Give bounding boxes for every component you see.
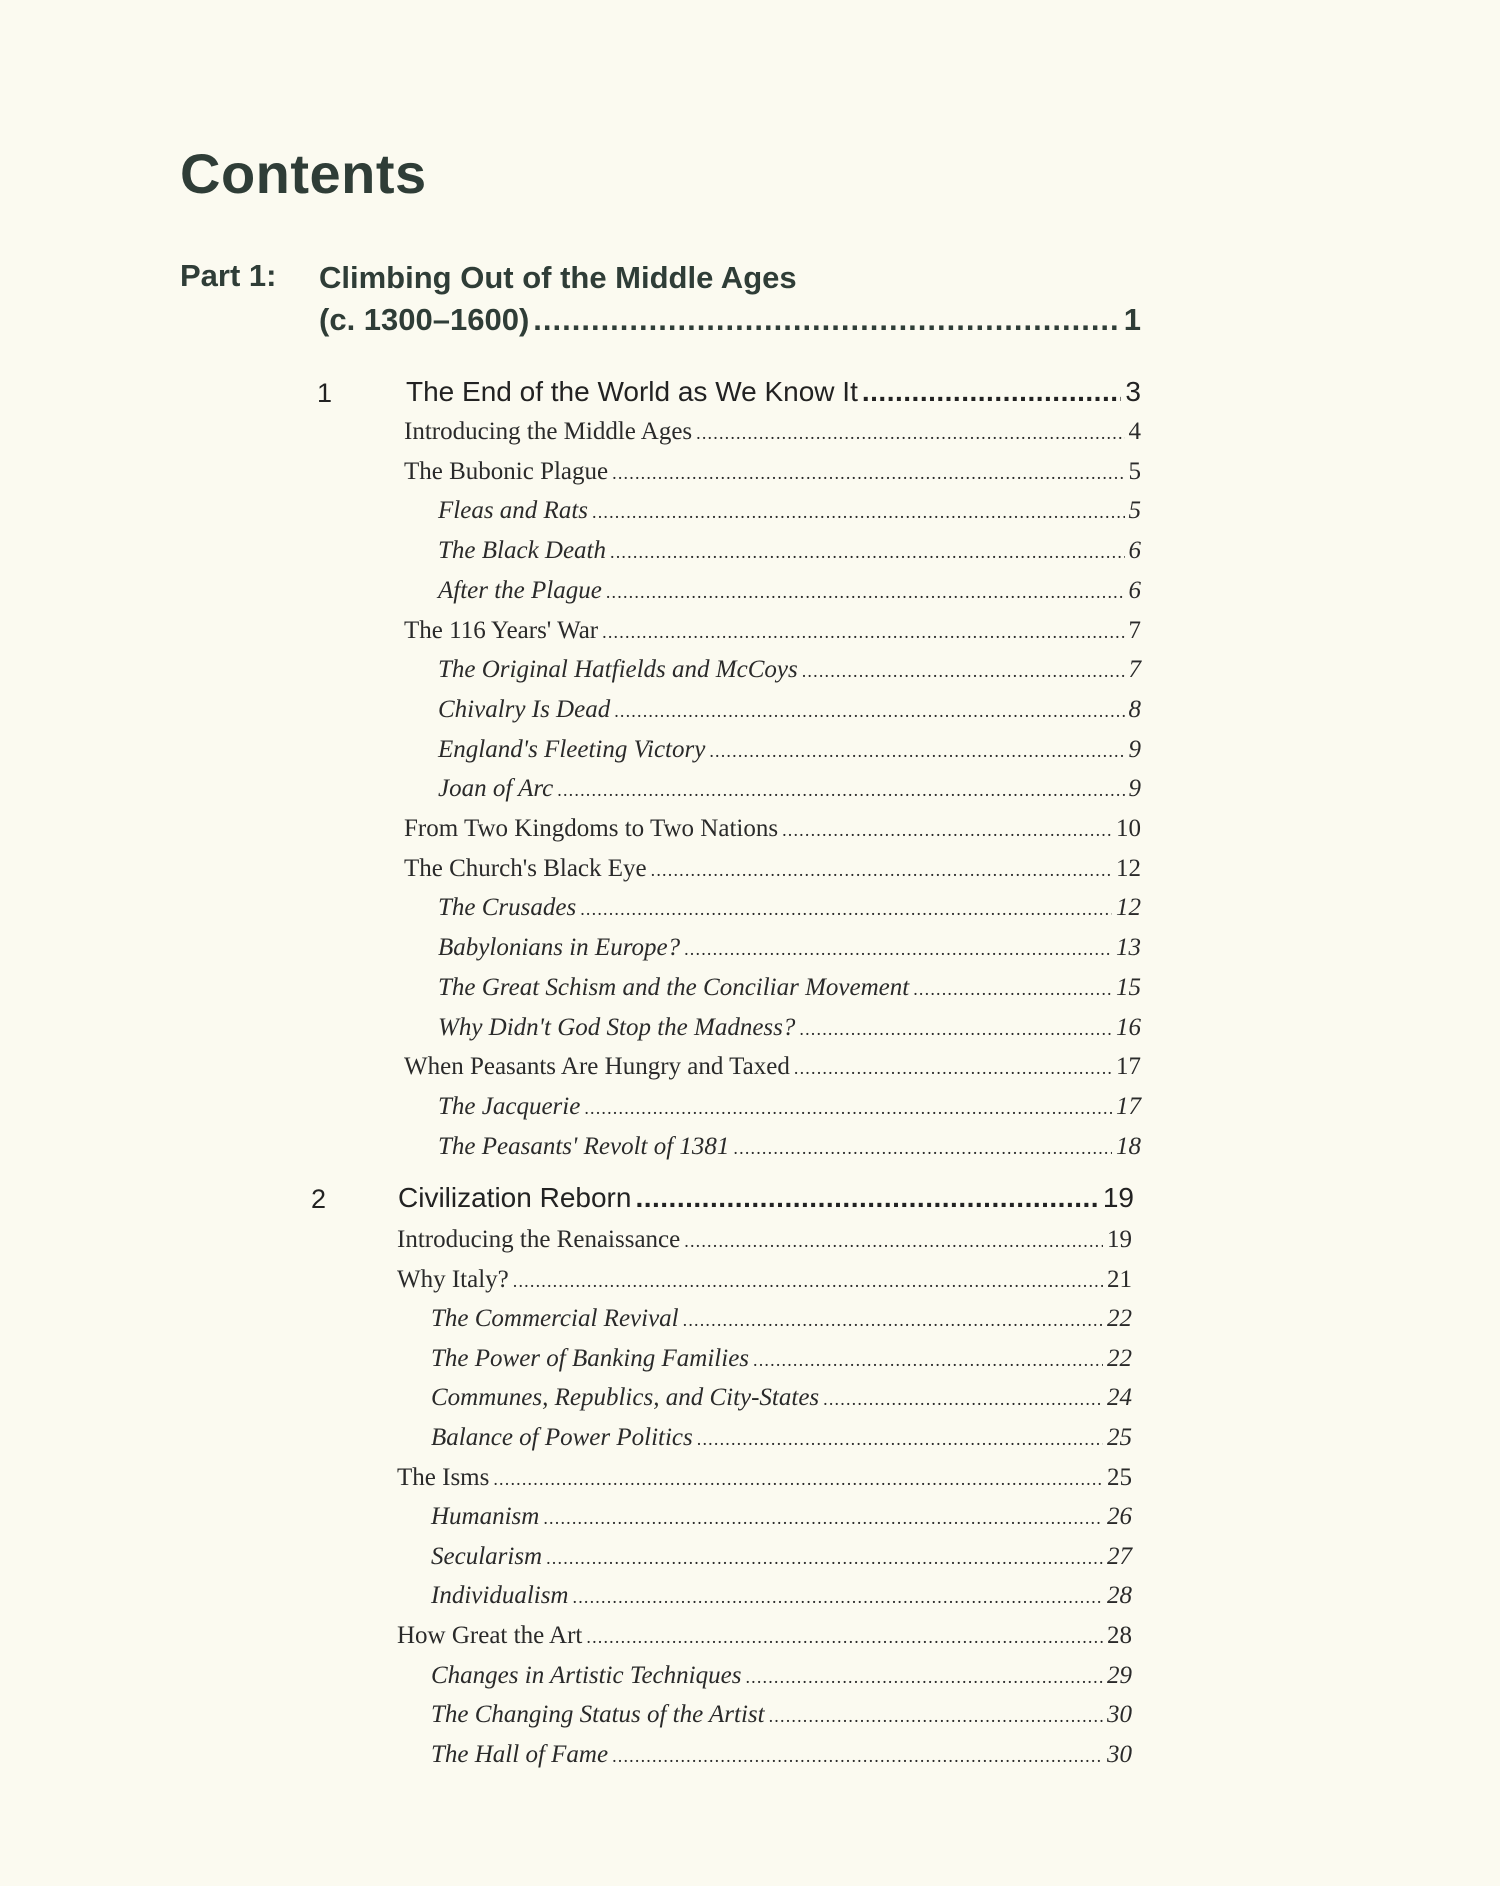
page-number: 7 <box>1128 617 1141 644</box>
page-number: 25 <box>1107 1464 1132 1491</box>
toc-subsection-entry[interactable] <box>431 1343 1132 1376</box>
dot-leader <box>799 1013 1112 1045</box>
entry-title: After the Plague <box>438 577 602 604</box>
dot-leader <box>584 1092 1112 1124</box>
dot-leader <box>862 374 1122 410</box>
part-label: Part 1: <box>180 258 277 293</box>
page-number: 19 <box>1102 1182 1134 1213</box>
entry-title: From Two Kingdoms to Two Nations <box>404 815 779 842</box>
dot-leader <box>586 1621 1103 1653</box>
entry-title: The Crusades <box>438 894 577 921</box>
page-number: 22 <box>1107 1305 1132 1332</box>
page-number: 12 <box>1116 855 1141 882</box>
entry-title: Secularism <box>431 1543 543 1570</box>
part-title-continued[interactable] <box>319 300 1141 340</box>
dot-leader <box>614 695 1124 727</box>
toc-subsection-entry[interactable] <box>431 1739 1132 1772</box>
page-number: 29 <box>1107 1662 1132 1689</box>
entry-title: How Great the Art <box>397 1622 583 1649</box>
entry-title: Why Didn't God Stop the Madness? <box>438 1014 796 1041</box>
toc-section-entry[interactable] <box>397 1462 1132 1495</box>
dot-leader <box>697 1423 1103 1455</box>
dot-leader <box>683 1304 1103 1336</box>
entry-title: England's Fleeting Victory <box>438 736 706 763</box>
entry-title: Introducing the Renaissance <box>397 1226 681 1253</box>
dot-leader <box>533 300 1119 340</box>
dot-leader <box>745 1661 1103 1693</box>
page-number: 17 <box>1116 1093 1141 1120</box>
page-number: 16 <box>1116 1014 1141 1041</box>
page-title: Contents <box>180 142 427 205</box>
dot-leader <box>753 1344 1103 1376</box>
toc-section-entry[interactable] <box>404 853 1141 886</box>
page-number: 6 <box>1128 537 1141 564</box>
toc-subsection-entry[interactable] <box>438 932 1141 965</box>
toc-subsection-entry[interactable] <box>438 1131 1141 1164</box>
dot-leader <box>733 1132 1112 1164</box>
entry-title: The Original Hatfields and McCoys <box>438 656 798 683</box>
page-number: 7 <box>1128 656 1141 683</box>
part-title-line2: (c. 1300–1600) <box>319 302 530 337</box>
entry-title: Why Italy? <box>397 1266 509 1293</box>
entry-title: The Commercial Revival <box>431 1305 679 1332</box>
dot-leader <box>635 1180 1098 1216</box>
page-number: 4 <box>1128 418 1141 445</box>
dot-leader <box>606 576 1125 608</box>
dot-leader <box>696 417 1124 449</box>
dot-leader <box>684 1225 1103 1257</box>
dot-leader <box>546 1542 1103 1574</box>
entry-title: The Black Death <box>438 537 607 564</box>
page-number: 26 <box>1107 1503 1132 1530</box>
toc-section-entry[interactable] <box>404 813 1141 846</box>
dot-leader <box>580 893 1112 925</box>
page-number: 5 <box>1128 497 1141 524</box>
page-number: 5 <box>1128 458 1141 485</box>
toc-subsection-entry[interactable] <box>438 892 1141 925</box>
toc-subsection-entry[interactable] <box>438 1012 1141 1045</box>
toc-subsection-entry[interactable] <box>438 654 1141 687</box>
dot-leader <box>543 1502 1103 1534</box>
entry-title: The Changing Status of the Artist <box>431 1701 765 1728</box>
entry-title: The Bubonic Plague <box>404 458 609 485</box>
part-title[interactable]: Climbing Out of the Middle Ages <box>319 260 797 295</box>
dot-leader <box>802 655 1125 687</box>
toc-section-entry[interactable] <box>404 416 1141 449</box>
entry-title: Fleas and Rats <box>438 497 588 524</box>
toc-subsection-entry[interactable] <box>438 575 1141 608</box>
page-number: 6 <box>1128 577 1141 604</box>
page-number: 1 <box>1123 302 1141 337</box>
entry-title: When Peasants Are Hungry and Taxed <box>404 1053 790 1080</box>
page-number: 17 <box>1116 1053 1141 1080</box>
entry-title: The Power of Banking Families <box>431 1345 750 1372</box>
dot-leader <box>592 496 1125 528</box>
dot-leader <box>612 457 1124 489</box>
page-number: 9 <box>1128 736 1141 763</box>
entry-title: Changes in Artistic Techniques <box>431 1662 742 1689</box>
dot-leader <box>612 1740 1103 1772</box>
page-number: 3 <box>1125 376 1141 407</box>
page-number: 15 <box>1116 974 1141 1001</box>
toc-section-entry[interactable] <box>404 456 1141 489</box>
toc-section-entry[interactable] <box>404 1051 1141 1084</box>
toc-subsection-entry[interactable] <box>438 495 1141 528</box>
toc-section-entry[interactable] <box>397 1224 1132 1257</box>
toc-subsection-entry[interactable] <box>431 1660 1132 1693</box>
page-number: 25 <box>1107 1424 1132 1451</box>
entry-title: The Hall of Fame <box>431 1741 609 1768</box>
page-number: 12 <box>1116 894 1141 921</box>
toc-section-entry[interactable] <box>397 1620 1132 1653</box>
chapter-number: 2 <box>311 1184 327 1214</box>
dot-leader <box>610 536 1124 568</box>
chapter-title-row[interactable] <box>398 1180 1134 1216</box>
chapter-title: Civilization Reborn <box>398 1182 632 1213</box>
dot-leader <box>493 1463 1103 1495</box>
page-number: 30 <box>1107 1701 1132 1728</box>
page-number: 27 <box>1107 1543 1132 1570</box>
toc-subsection-entry[interactable] <box>438 773 1141 806</box>
entry-title: Joan of Arc <box>438 775 554 802</box>
dot-leader <box>573 1581 1104 1613</box>
dot-leader <box>794 1052 1112 1084</box>
page-number: 22 <box>1107 1345 1132 1372</box>
chapter-title: The End of the World as We Know It <box>406 376 858 407</box>
page-number: 24 <box>1107 1384 1132 1411</box>
chapter-number: 1 <box>317 378 333 408</box>
page-number: 8 <box>1128 696 1141 723</box>
dot-leader <box>684 933 1112 965</box>
page-number: 18 <box>1116 1133 1141 1160</box>
toc-subsection-entry[interactable] <box>431 1382 1132 1415</box>
dot-leader <box>782 814 1112 846</box>
dot-leader <box>769 1700 1103 1732</box>
toc-subsection-entry[interactable] <box>431 1303 1132 1336</box>
toc-subsection-entry[interactable] <box>431 1699 1132 1732</box>
entry-title: Introducing the Middle Ages <box>404 418 693 445</box>
page-number: 19 <box>1107 1226 1132 1253</box>
toc-subsection-entry[interactable] <box>431 1541 1132 1574</box>
page-number: 30 <box>1107 1741 1132 1768</box>
dot-leader <box>709 735 1124 767</box>
entry-title: Individualism <box>431 1582 569 1609</box>
toc-section-entry[interactable] <box>404 615 1141 648</box>
page-number: 9 <box>1128 775 1141 802</box>
dot-leader <box>651 854 1112 886</box>
page-number: 21 <box>1107 1266 1132 1293</box>
page-number: 28 <box>1107 1622 1132 1649</box>
toc-subsection-entry[interactable] <box>431 1501 1132 1534</box>
chapter-title-row[interactable] <box>406 374 1141 410</box>
entry-title: Babylonians in Europe? <box>438 934 681 961</box>
entry-title: The Church's Black Eye <box>404 855 647 882</box>
toc-subsection-entry[interactable] <box>438 535 1141 568</box>
toc-section-entry[interactable] <box>397 1264 1132 1297</box>
entry-title: The Jacquerie <box>438 1093 581 1120</box>
dot-leader <box>913 973 1112 1005</box>
page-number: 10 <box>1116 815 1141 842</box>
entry-title: The 116 Years' War <box>404 617 599 644</box>
page-number: 13 <box>1116 934 1141 961</box>
dot-leader <box>513 1265 1103 1297</box>
entry-title: Balance of Power Politics <box>431 1424 693 1451</box>
toc-subsection-entry[interactable] <box>438 694 1141 727</box>
toc-subsection-entry[interactable] <box>431 1422 1132 1455</box>
dot-leader <box>602 616 1124 648</box>
entry-title: The Great Schism and the Conciliar Movement <box>438 974 910 1001</box>
entry-title: The Peasants' Revolt of 1381 <box>438 1133 730 1160</box>
toc-subsection-entry[interactable] <box>438 734 1141 767</box>
entry-title: Chivalry Is Dead <box>438 696 611 723</box>
toc-subsection-entry[interactable] <box>438 972 1141 1005</box>
entry-title: Communes, Republics, and City-States <box>431 1384 820 1411</box>
dot-leader <box>823 1383 1103 1415</box>
page-number: 28 <box>1107 1582 1132 1609</box>
dot-leader <box>557 774 1124 806</box>
entry-title: Humanism <box>431 1503 540 1530</box>
entry-title: The Isms <box>397 1464 490 1491</box>
toc-subsection-entry[interactable] <box>438 1091 1141 1124</box>
toc-subsection-entry[interactable] <box>431 1580 1132 1613</box>
